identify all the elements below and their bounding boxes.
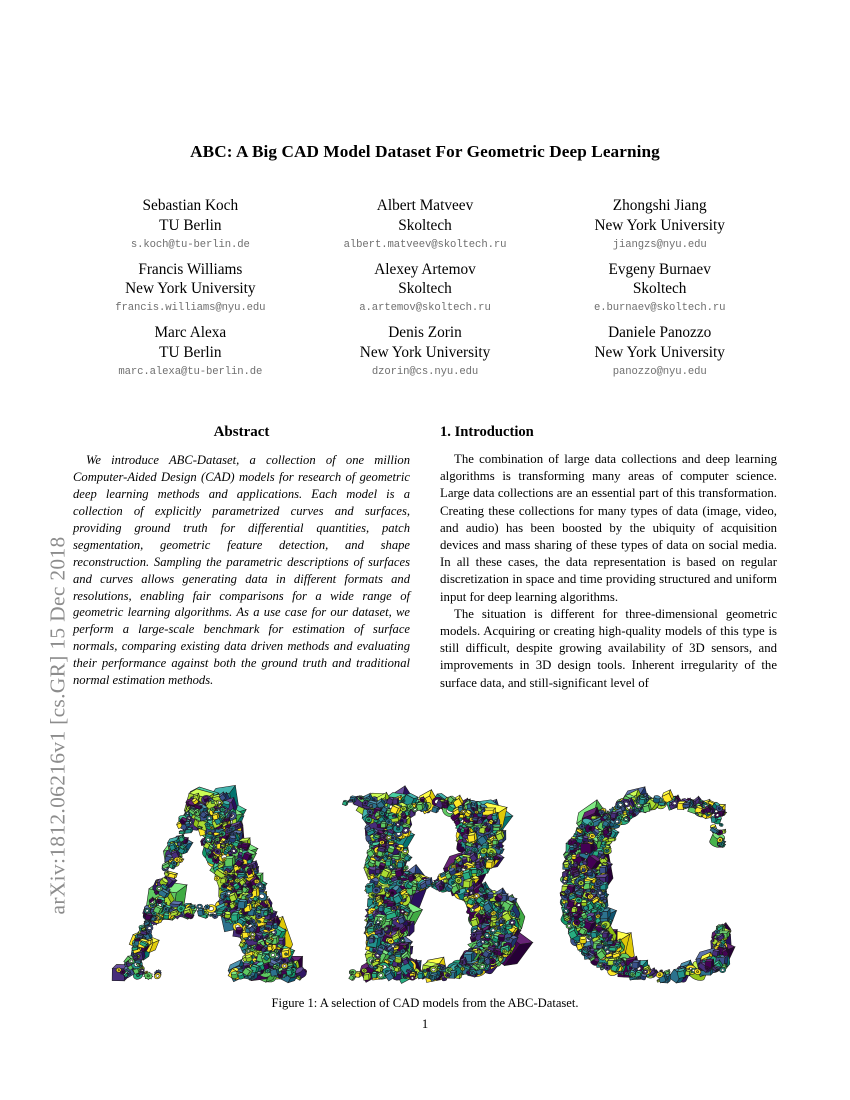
author-entry [542, 196, 777, 253]
figure-1 [73, 722, 777, 990]
author-name: Sebastian Koch [142, 197, 239, 214]
author-name: Marc Alexa [154, 324, 227, 342]
paper-page [73, 0, 777, 1100]
author-name: Denis Zorin [388, 324, 462, 342]
author-affiliation: Skoltech [398, 216, 452, 234]
author-email[interactable]: e.burnaev@skoltech.ru [593, 302, 726, 315]
author-name: Albert Matveev [376, 197, 474, 214]
author-affiliation: TU Berlin [159, 343, 222, 361]
author-email[interactable]: s.koch@tu-berlin.de [130, 238, 250, 251]
cad-models-abc-letters-image [73, 722, 777, 990]
author-entry [542, 323, 777, 380]
author-row [73, 196, 777, 253]
author-entry [308, 196, 543, 253]
author-email[interactable]: albert.matveev@skoltech.ru [343, 238, 507, 251]
author-affiliation: New York University [125, 280, 256, 298]
author-name: Daniele Panozzo [608, 324, 712, 342]
arxiv-stamp-text: arXiv:1812.06216v1 [cs.GR] 15 Dec 2018 [45, 536, 70, 915]
author-email[interactable]: francis.williams@nyu.edu [115, 302, 266, 315]
page-number: 1 [421, 1017, 429, 1031]
arxiv-stamp [0, 0, 70, 1100]
author-affiliation: TU Berlin [159, 216, 222, 234]
abstract-text: We introduce ABC-Dataset, a collection of one million Computer-Aided Design (CAD) models for research of geometric deep learning methods and applications. Each model is a collection of explicitly parametrized curves and surfaces, providing ground truth for differential quantities, patch segmentation, geometric feature detection, and shape reconstruction. Sampling the parametric descriptions of surfaces and curves allows generating data in different formats and resolutions, enabling fair comparisons for a wide range of geometric learning algorithms. As a use case for our dataset, we perform a large-scale benchmark for estimation of surface normals, comparing existing data driven methods and evaluating their performance against both the ground truth and traditional normal estimation methods. [73, 453, 410, 688]
author-email[interactable]: dzorin@cs.nyu.edu [371, 365, 479, 378]
introduction-paragraph: The combination of large data collections and deep learning algorithms is transforming many areas of computer science. Large data collections are an essential part of this transformation. Creating these collections for many types of data (image, video, and audio) has been boosted by the ubiquity of acquisition devices and mass sharing of these types of data on social media. In all these cases, the data representation is based on regular discretization in space and time providing structured and uniform input for deep learning algorithms. [440, 452, 777, 604]
author-email[interactable]: jiangzs@nyu.edu [612, 238, 707, 251]
author-affiliation: New York University [359, 343, 491, 361]
author-block [73, 196, 777, 387]
two-column-body [73, 424, 777, 692]
author-row [73, 260, 777, 317]
column-right [440, 424, 777, 692]
column-left [73, 424, 410, 692]
author-email[interactable]: a.artemov@skoltech.ru [359, 302, 491, 315]
author-entry [73, 323, 308, 380]
author-email[interactable]: marc.alexa@tu-berlin.de [118, 365, 263, 378]
author-entry [542, 260, 777, 317]
author-affiliation: Skoltech [632, 280, 687, 298]
page-title: ABC: A Big CAD Model Dataset For Geometric Deep Learning [190, 142, 660, 161]
author-entry [308, 323, 543, 380]
author-name: Francis Williams [138, 260, 243, 278]
author-name: Alexey Artemov [374, 260, 476, 278]
author-email[interactable]: panozzo@nyu.edu [612, 365, 707, 378]
section-heading-introduction: 1. Introduction [440, 424, 534, 440]
author-row [73, 323, 777, 380]
author-affiliation: New York University [594, 216, 725, 234]
author-name: Zhongshi Jiang [612, 197, 707, 214]
author-entry [308, 260, 543, 317]
author-name: Evgeny Burnaev [608, 260, 711, 278]
author-entry [73, 196, 308, 253]
introduction-paragraph: The situation is different for three-dimensional geometric models. Acquiring or creating high-quality models of this type is still difficult, despite growing availability of 3D sensors, and improvements in 3D design tools. Inherent irregularity of the surface data, and still-significant level of [440, 606, 777, 690]
author-entry [73, 260, 308, 317]
author-affiliation: Skoltech [398, 280, 452, 298]
abstract-heading: Abstract [213, 424, 270, 440]
author-affiliation: New York University [594, 343, 725, 361]
figure-caption: Figure 1: A selection of CAD models from the ABC-Dataset. [271, 996, 579, 1010]
